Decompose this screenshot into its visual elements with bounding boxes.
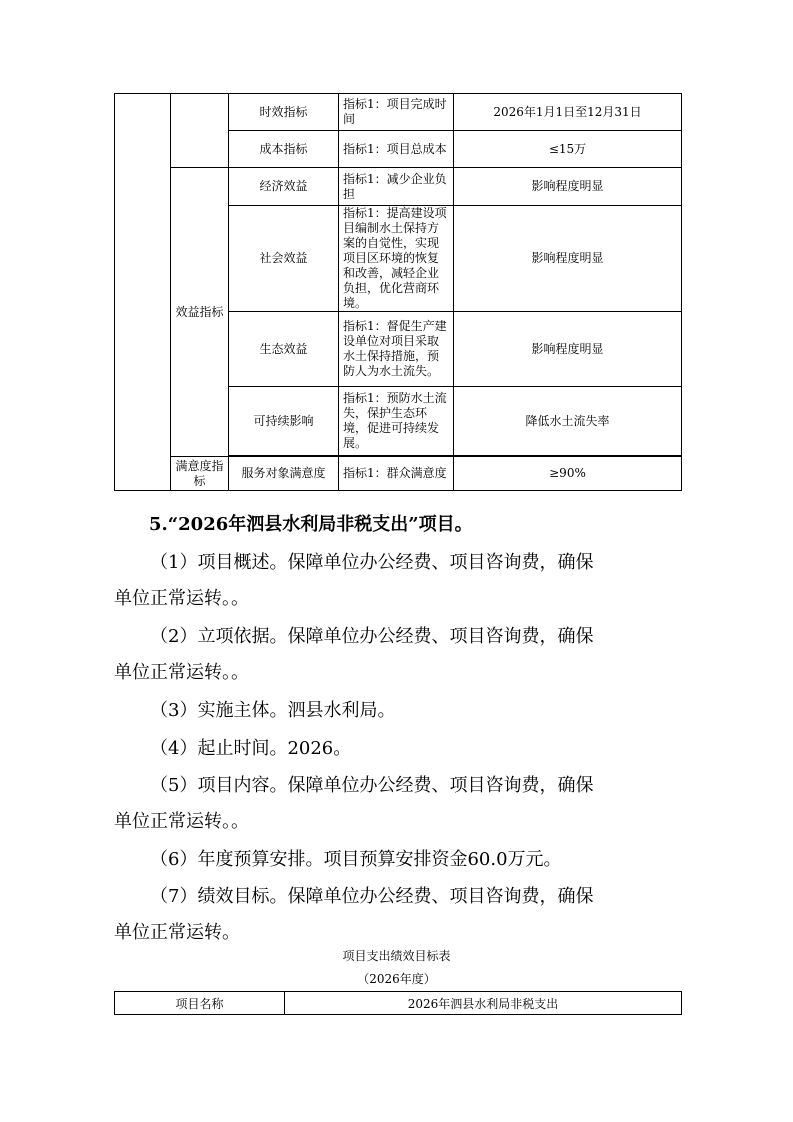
- level3-eco-cell: 生态效益: [229, 312, 339, 387]
- indicator-cost-cell: 指标1：项目总成本: [339, 131, 454, 168]
- indicator-time-cell: 指标1：项目完成时间: [339, 94, 454, 131]
- paragraph-content: [114, 768, 694, 840]
- paragraph-line: （2）立项依据。保障单位办公经费、项目咨询费，确保: [150, 626, 594, 647]
- paragraph-goal: [114, 879, 694, 951]
- value-time-cell: 2026年1月1日至12月31日: [454, 94, 682, 131]
- level3-sustain-cell: 可持续影响: [229, 387, 339, 456]
- level3-economic-cell: 经济效益: [229, 168, 339, 206]
- project-name-value: 2026年泗县水利局非税支出: [285, 992, 682, 1015]
- level1-cell-empty: [115, 94, 171, 491]
- value-eco-cell: 影响程度明显: [454, 312, 682, 387]
- benefit-indicator-cell: 效益指标: [171, 168, 229, 457]
- indicator-satisfaction-cell: 指标1：群众满意度: [339, 457, 454, 491]
- table-row: [115, 457, 682, 491]
- value-sustain-cell: 降低水土流失率: [454, 387, 682, 456]
- paragraph-budget: [114, 842, 694, 878]
- paragraph-line: 单位正常运转。。: [114, 588, 249, 609]
- table-row: [115, 94, 682, 131]
- paragraph-basis: [114, 619, 694, 691]
- level2-cell-empty: [171, 94, 229, 168]
- value-cost-cell: ≤15万: [454, 131, 682, 168]
- section-heading: 5.“2026年泗县水利局非税支出”项目。: [149, 514, 473, 535]
- paragraph-line: （1）项目概述。保障单位办公经费、项目咨询费，确保: [150, 552, 594, 573]
- level3-time-cell: 时效指标: [229, 94, 339, 131]
- project-summary-table: [114, 991, 682, 1015]
- indicator-eco-cell: 指标1：督促生产建设单位对项目采取水土保持措施，预防人为水土流失。: [339, 312, 454, 387]
- indicator-sustain-cell: 指标1：预防水土流失，保护生态环境，促进可持续发展。: [339, 387, 454, 456]
- table-caption-title: 项目支出绩效目标表: [342, 949, 451, 963]
- level3-social-cell: 社会效益: [229, 206, 339, 312]
- performance-indicator-table: [114, 93, 682, 491]
- table-caption-year: （2026年度）: [357, 972, 436, 986]
- satisfaction-indicator-cell: 满意度指标: [171, 457, 229, 491]
- table-row: [115, 168, 682, 206]
- value-satisfaction-cell: ≥90%: [454, 457, 682, 491]
- level3-satisfaction-cell: 服务对象满意度: [229, 457, 339, 491]
- level3-cost-cell: 成本指标: [229, 131, 339, 168]
- paragraph-entity: [114, 693, 694, 729]
- paragraph-period: [114, 731, 694, 767]
- paragraph-line: （7）绩效目标。保障单位办公经费、项目咨询费，确保: [150, 886, 594, 907]
- value-social-cell: 影响程度明显: [454, 206, 682, 312]
- paragraph-line: （3）实施主体。泗县水利局。: [150, 700, 396, 721]
- paragraph-line: 单位正常运转。: [114, 922, 240, 943]
- paragraph-line: 单位正常运转。。: [114, 662, 249, 683]
- paragraph-line: （5）项目内容。保障单位办公经费、项目咨询费，确保: [150, 775, 594, 796]
- paragraph-line: （6）年度预算安排。项目预算安排资金60.0万元。: [150, 849, 562, 870]
- paragraph-overview: [114, 545, 694, 617]
- table-row: [115, 992, 682, 1015]
- value-economic-cell: 影响程度明显: [454, 168, 682, 206]
- project-name-label: 项目名称: [115, 992, 285, 1015]
- indicator-social-cell: 指标1：提高建设项目编制水土保持方案的自觉性，实现项目区环境的恢复和改善，减轻企业负担，优化营商环境。: [339, 206, 454, 312]
- paragraph-line: 单位正常运转。。: [114, 811, 249, 832]
- indicator-economic-cell: 指标1：减少企业负担: [339, 168, 454, 206]
- paragraph-line: （4）起止时间。2026。: [150, 738, 352, 759]
